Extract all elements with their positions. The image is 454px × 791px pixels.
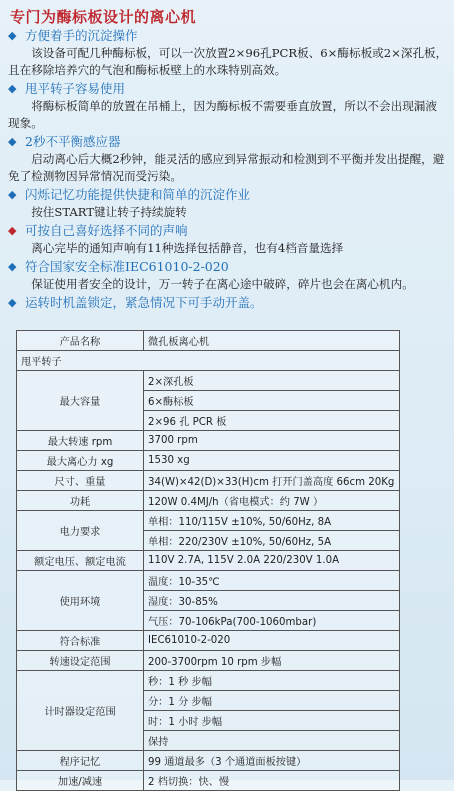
feature-heading: 2秒不平衡感应器 [25,134,121,149]
feature-item [8,134,448,185]
table-row [17,511,400,531]
spec-section-header: 甩平转子 [17,351,400,371]
diamond-bullet-icon: ◆ [8,260,17,273]
table-row [17,471,400,491]
feature-item [8,81,448,132]
feature-body: 离心完毕的通知声响有11种选择包括静音，也有4档音量选择 [31,241,344,255]
table-row [17,451,400,471]
feature-heading: 符合国家安全标准IEC61010-2-020 [25,259,229,274]
feature-item [8,223,448,257]
page-title: 专门为酶标板设计的离心机 [10,8,197,26]
feature-list [8,28,448,311]
spec-value: 单相：110/115V ±10%, 50/60Hz, 8A [144,511,400,531]
table-row [17,431,400,451]
spec-value: 分：1 分 步幅 [144,691,400,711]
spec-value: 1530 xg [144,451,400,471]
diamond-bullet-icon: ◆ [8,188,17,201]
table-row [17,631,400,651]
table-row [17,651,400,671]
spec-value: 2 档切换：快、慢 [144,771,400,791]
feature-body: 启动离心后大概2秒钟，能灵活的感应到异常振动和检测到不平衡并发出提醒，避免了检测物因异常情况而受污染。 [8,152,445,183]
diamond-bullet-icon: ◆ [8,224,17,237]
feature-item [8,28,448,79]
feature-body: 保证使用者安全的设计，万一转子在离心途中破碎，碎片也会在离心机内。 [31,277,414,291]
table-row [17,671,400,691]
spec-label: 产品名称 [17,331,144,351]
spec-label: 最大离心力 xg [17,451,144,471]
spec-value: IEC61010-2-020 [144,631,400,651]
spec-value: 99 通道最多（3 个通道面板按键） [144,751,400,771]
table-row [17,371,400,391]
spec-value: 200-3700rpm 10 rpm 步幅 [144,651,400,671]
spec-value: 时：1 小时 步幅 [144,711,400,731]
spec-label: 使用环境 [17,571,144,631]
table-row [17,551,400,571]
spec-label: 尺寸、重量 [17,471,144,491]
spec-label: 额定电压、额定电流 [17,551,144,571]
diamond-bullet-icon: ◆ [8,82,17,95]
table-row [17,571,400,591]
spec-value: 保持 [144,731,400,751]
feature-heading: 闪烁记忆功能提供快捷和简单的沉淀作业 [25,187,251,202]
table-row [17,351,400,371]
spec-value: 单相：220/230V ±10%, 50/60Hz, 5A [144,531,400,551]
feature-heading: 可按自己喜好选择不同的声响 [25,223,188,238]
spec-label: 符合标准 [17,631,144,651]
spec-value: 秒：1 秒 步幅 [144,671,400,691]
feature-body: 将酶标板简单的放置在吊桶上，因为酶标板不需要垂直放置，所以不会出现漏液现象。 [8,99,437,130]
feature-item [8,295,448,311]
spec-value: 温度：10-35℃ [144,571,400,591]
feature-body: 该设备可配几种酶标板，可以一次放置2×96孔PCR板、6×酶标板或2×深孔板，且在移除培养穴的气泡和酶标板壁上的水珠特别高效。 [8,46,448,77]
diamond-bullet-icon: ◆ [8,135,17,148]
table-row [17,771,400,791]
diamond-bullet-icon: ◆ [8,296,17,309]
feature-heading: 甩平转子容易使用 [25,81,126,96]
spec-value: 120W 0.4MJ/h（省电模式：约 7W ） [144,491,400,511]
diamond-bullet-icon: ◆ [8,29,17,42]
spec-label: 转速设定范围 [17,651,144,671]
spec-label: 功耗 [17,491,144,511]
spec-label: 加速/减速 [17,771,144,791]
feature-body: 按住START键让转子持续旋转 [31,205,187,219]
spec-value: 110V 2.7A, 115V 2.0A 220/230V 1.0A [144,551,400,571]
spec-value: 2×深孔板 [144,371,400,391]
feature-heading: 运转时机盖锁定，紧急情况下可手动开盖。 [25,295,263,310]
feature-heading: 方便着手的沉淀操作 [25,28,138,43]
feature-item [8,259,448,293]
spec-label: 最大转速 rpm [17,431,144,451]
spec-value: 3700 rpm [144,431,400,451]
spec-label: 最大容量 [17,371,144,431]
spec-table [16,330,400,791]
spec-label: 程序记忆 [17,751,144,771]
table-row [17,491,400,511]
spec-label: 计时器设定范围 [17,671,144,751]
spec-value: 微孔板离心机 [144,331,400,351]
spec-value: 34(W)×42(D)×33(H)cm 打开门盖高度 66cm 20Kg [144,471,400,491]
spec-value: 气压：70-106kPa(700-1060mbar) [144,611,400,631]
spec-value: 6×酶标板 [144,391,400,411]
spec-value: 湿度：30-85% [144,591,400,611]
spec-label: 电力要求 [17,511,144,551]
feature-item [8,187,448,221]
spec-value: 2×96 孔 PCR 板 [144,411,400,431]
table-row [17,331,400,351]
table-row [17,751,400,771]
